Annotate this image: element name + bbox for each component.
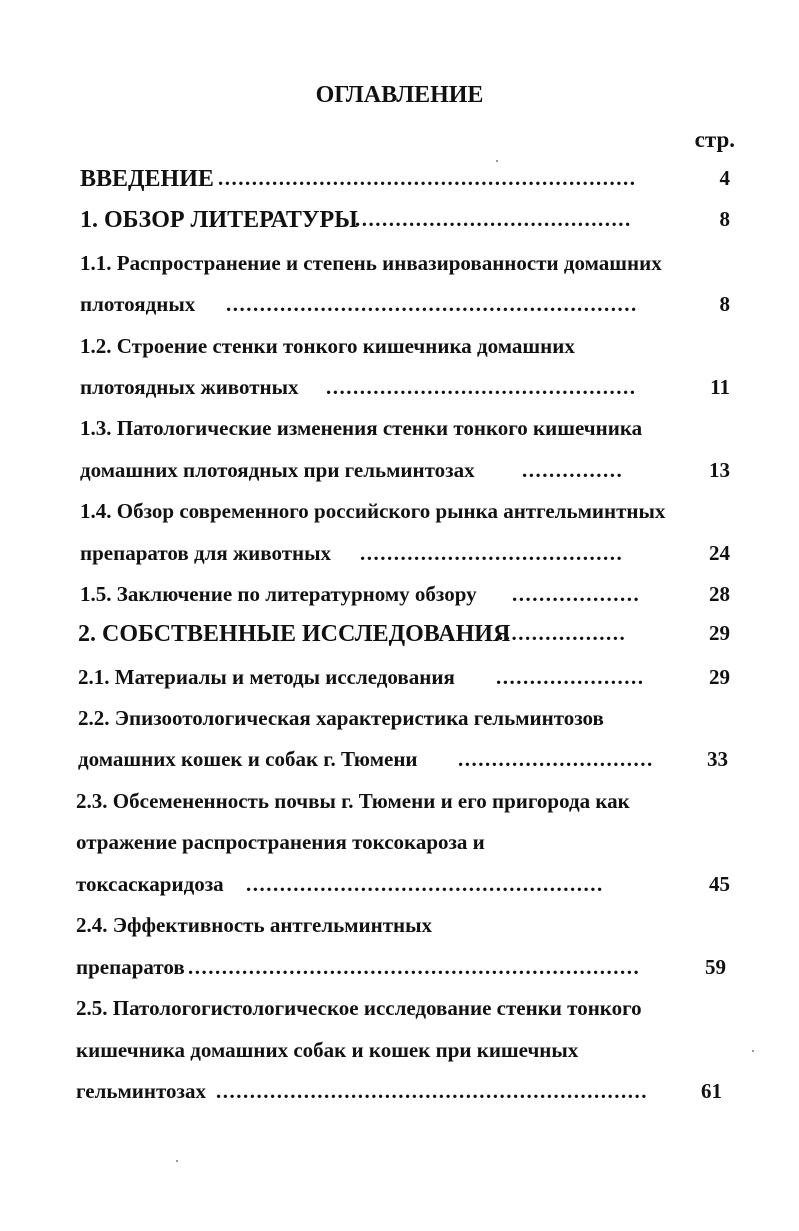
toc-entry-text: 2.2. Эпизоотологическая характеристика гельминтозов	[78, 706, 604, 730]
toc-entry-text: 1.1. Распространение и степень инвазированности домашних	[80, 251, 662, 275]
toc-entry-text: плотоядных животных	[80, 375, 299, 399]
toc-entry[interactable]	[76, 1079, 730, 1119]
toc-entry[interactable]	[80, 499, 730, 539]
toc-entry-text: 1.5. Заключение по литературному обзору	[80, 582, 477, 606]
scan-speck	[496, 160, 498, 162]
toc-entry[interactable]	[76, 1038, 730, 1078]
toc-page-number: 29	[709, 621, 730, 645]
toc-entry[interactable]	[80, 334, 730, 374]
toc-entry[interactable]	[78, 747, 730, 787]
toc-page-number: 8	[719, 292, 730, 316]
toc-entry-text: 1.4. Обзор современного российского рынка антгельминтных	[80, 499, 666, 523]
toc-page-number: 13	[709, 458, 730, 482]
toc-entry-text: препаратов	[76, 955, 185, 979]
toc-entry[interactable]	[80, 166, 730, 206]
toc-entry-text: 1.2. Строение стенки тонкого кишечника домашних	[80, 334, 575, 358]
toc-leader-dots: .............................................................	[226, 292, 638, 316]
scan-speck	[752, 1050, 754, 1052]
toc-page-number: 4	[719, 166, 730, 190]
toc-entry-text: 2.3. Обсемененность почвы г. Тюмени и его пригорода как	[76, 789, 630, 813]
scan-speck	[176, 1160, 178, 1162]
toc-leader-dots: ..............................................	[326, 375, 637, 399]
toc-entry[interactable]	[80, 292, 730, 332]
toc-entry[interactable]	[76, 955, 730, 995]
toc-entry[interactable]	[80, 251, 730, 291]
toc-entry[interactable]	[76, 913, 730, 953]
toc-page-number: 59	[705, 955, 726, 979]
toc-leader-dots: ..............................................................	[218, 166, 637, 190]
toc-entry[interactable]	[78, 706, 730, 746]
toc-entry[interactable]	[80, 458, 730, 498]
toc-page-number: 45	[709, 872, 730, 896]
toc-page-number: 33	[707, 747, 728, 771]
toc-entry[interactable]	[80, 582, 730, 622]
toc-entry[interactable]	[80, 416, 730, 456]
toc-page-number: 24	[709, 541, 730, 565]
toc-leader-dots: ......................	[496, 665, 645, 689]
toc-leader-dots: .........................................	[355, 207, 632, 231]
toc-entry-text: токсаскаридоза	[76, 872, 224, 896]
toc-page-number: 11	[710, 375, 730, 399]
toc-entry[interactable]	[78, 621, 730, 661]
toc-page-number: 29	[709, 665, 730, 689]
toc-leader-dots: ...................................................................	[188, 955, 641, 979]
toc-entry[interactable]	[76, 789, 730, 829]
toc-page-number: 61	[701, 1079, 722, 1103]
toc-leader-dots: ...................	[512, 582, 641, 606]
toc-page-number: 28	[709, 582, 730, 606]
toc-entry-text: 1.3. Патологические изменения стенки тонкого кишечника	[80, 416, 643, 440]
toc-leader-dots: ...............	[522, 458, 624, 482]
page-title: ОГЛАВЛЕНИЕ	[315, 82, 484, 108]
toc-leader-dots: .............................	[458, 747, 654, 771]
toc-entry-text: плотоядных	[80, 292, 196, 316]
toc-entry-text: гельминтозах	[76, 1079, 206, 1103]
toc-entry-text: домашних плотоядных при гельминтозах	[80, 458, 475, 482]
toc-entry[interactable]	[78, 665, 730, 705]
toc-entry[interactable]	[76, 830, 730, 870]
toc-entry-text: 2.4. Эффективность антгельминтных	[76, 913, 433, 937]
toc-leader-dots: .....................................................	[246, 872, 604, 896]
toc-entry[interactable]	[80, 207, 730, 247]
toc-leader-dots: ................................................................	[216, 1079, 648, 1103]
toc-entry-text: кишечника домашних собак и кошек при кишечных	[76, 1038, 579, 1062]
toc-entry-text: 2.5. Патологогистологическое исследование стенки тонкого	[76, 996, 642, 1020]
toc-entry[interactable]	[80, 375, 730, 415]
toc-entry-text: 2.1. Материалы и методы исследования	[78, 665, 455, 689]
toc-leader-dots: .......................................	[360, 541, 624, 565]
toc-entry-text: ВВЕДЕНИЕ	[80, 166, 214, 192]
toc-page-number: 8	[719, 207, 730, 231]
toc-entry[interactable]	[76, 996, 730, 1036]
toc-entry-text: 2. СОБСТВЕННЫЕ ИССЛЕДОВАНИЯ	[78, 621, 511, 647]
toc-entry[interactable]	[80, 541, 730, 581]
page-column-label: стр.	[694, 127, 735, 152]
toc-entry-text: препаратов для животных	[80, 541, 332, 565]
toc-leader-dots: ...................	[498, 621, 627, 645]
toc-entry-text: отражение распространения токсокароза и	[76, 830, 485, 854]
toc-entry-text: домашних кошек и собак г. Тюмени	[78, 747, 418, 771]
toc-entry[interactable]	[76, 872, 730, 912]
toc-entry-text: 1. ОБЗОР ЛИТЕРАТУРЫ	[80, 207, 358, 233]
